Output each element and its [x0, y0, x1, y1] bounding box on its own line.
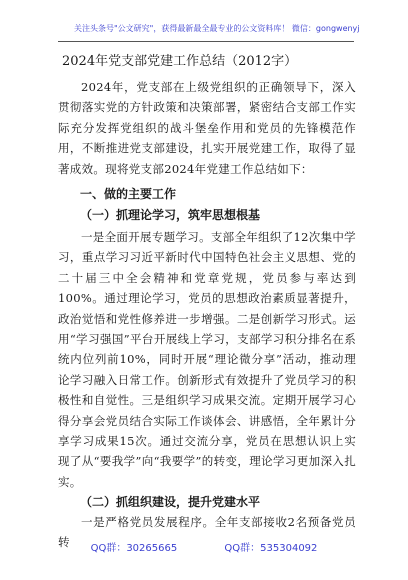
footer-qq-1: QQ群：30265665	[90, 543, 178, 554]
subsection-heading-2: （二）抓组织建设，提升党建水平	[80, 495, 261, 509]
subsection-heading-1: （一）抓理论学习，筑牢思想根基	[80, 208, 261, 222]
document-title: 2024年党支部党建工作总结（2012字）	[62, 54, 298, 69]
header-notice: 关注头条号"公文研究"，获得最新最全最专业的公文资料库！ 微信：gongwenyj	[74, 24, 360, 33]
header-divider	[58, 41, 354, 42]
section-heading: 一、做的主要工作	[80, 187, 177, 201]
subsection-1-body: 一是全面开展专题学习。支部全年组织了12次集中学习，重点学习习近平新时代中国特色社会主义思想、党的二十届三中全会精神和党章党规，党员参与率达到100%。通过理论学习，党员的思想政治素质显著提升，政治觉悟和党性修养进一步增强。二是创新学习形式。运用“学习强国”平台开展线上学习，支部学习积分排名在系统内位列前10%，同时开展“理论微分享”活动，推动理论学习融入日常工作。创新形式有效提升了党员学习的积极性和自觉性。三是组织学习成果交流。定期开展学习心得分享会党员结合实际工作谈体会、讲感悟，全年累计分享学习成果15次。通过交流分享，党员在思想认识上实现了从“要我学”向“我要学”的转变，理论学习更加深入扎实。	[58, 230, 356, 489]
footer-contacts	[0, 543, 408, 555]
intro-paragraph: 2024年，党支部在上级党组织的正确领导下，深入贯彻落实党的方针政策和决策部署，紧密结合支部工作实际充分发挥党组织的战斗堡垒作用和党员的先锋模范作用，不断推进党支部建设，扎实开展党建工作，取得了显著成效。现将党支部2024年党建工作总结如下：	[58, 80, 356, 176]
subsection-2-body: 一是严格党员发展程序。全年支部接收2名预备党员转	[58, 515, 356, 550]
footer-qq-2: QQ群：535304092	[224, 543, 318, 554]
